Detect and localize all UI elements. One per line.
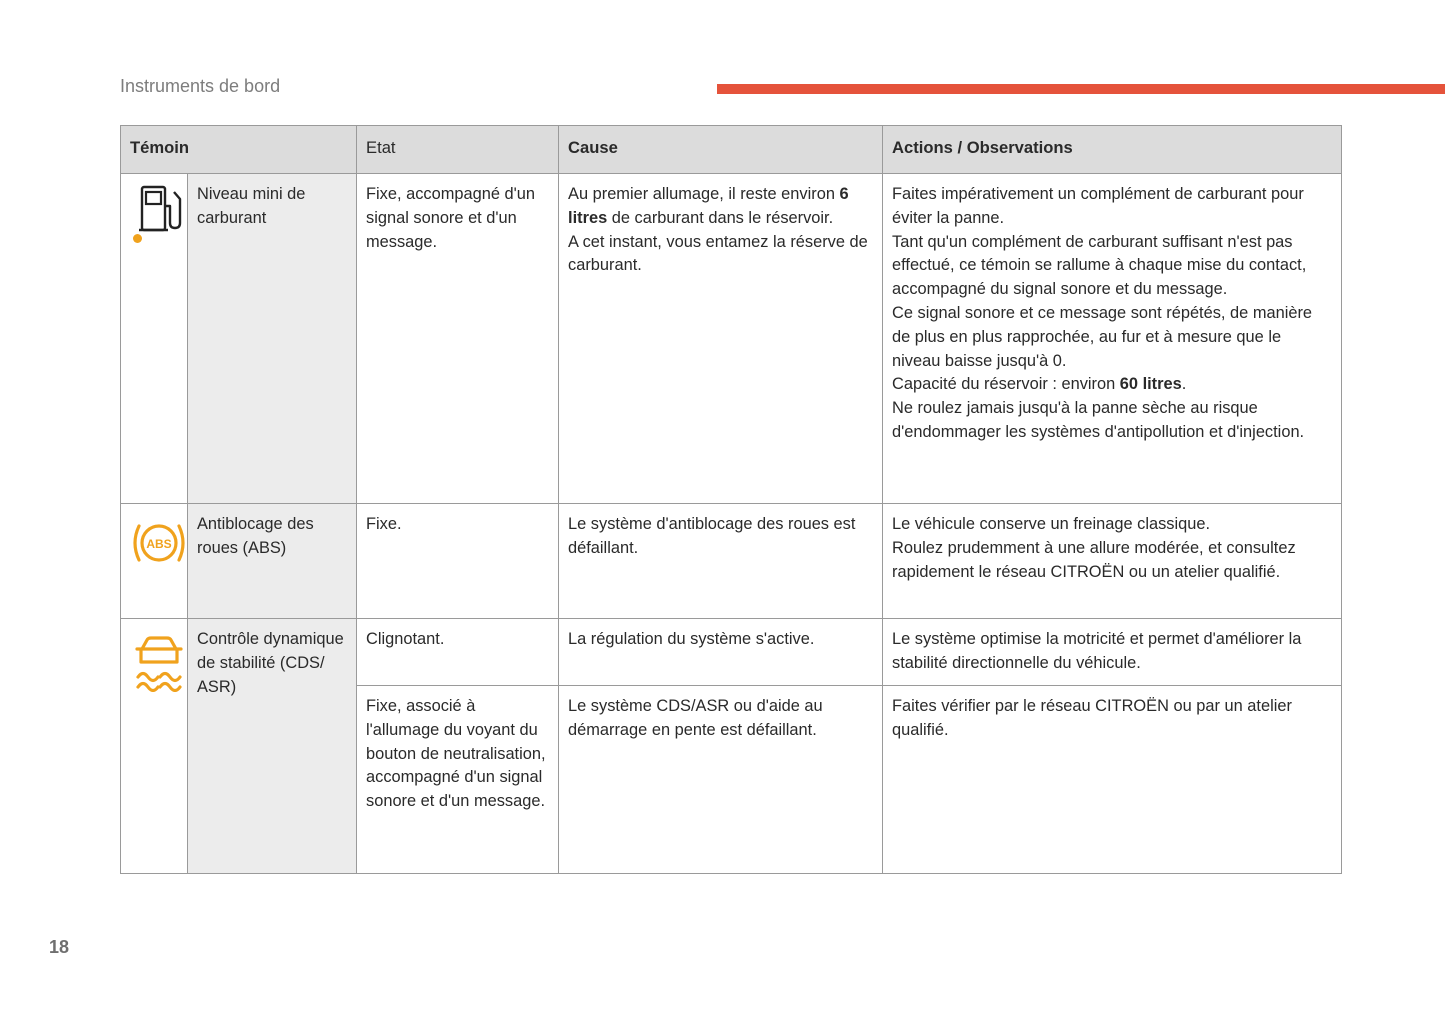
header-temoin: Témoin bbox=[121, 126, 357, 174]
actions-line: Tant qu'un complément de carburant suffisant n'est pas effectué, ce témoin se rallume à chaque mise du contact, accompagné du signal sonore et du message. bbox=[892, 232, 1307, 299]
capacity-highlight: 60 litres bbox=[1119, 375, 1182, 394]
actions-cell: Le système optimise la motricité et permet d'améliorer la stabilité directionnelle du véhicule. bbox=[883, 619, 1342, 686]
cause-cell: La régulation du système s'active. bbox=[559, 619, 883, 686]
page-number: 18 bbox=[49, 937, 70, 957]
header-etat: Etat bbox=[357, 126, 559, 174]
capacity-text: Capacité du réservoir : environ bbox=[892, 375, 1120, 394]
capacity-text: . bbox=[1181, 375, 1187, 394]
actions-cell: Faites vérifier par le réseau CITROËN ou par un atelier qualifié. bbox=[883, 686, 1342, 874]
actions-cell bbox=[883, 174, 1342, 504]
table-row-fuel bbox=[121, 174, 1342, 504]
actions-cell bbox=[883, 504, 1342, 619]
header-actions: Actions / Observations bbox=[883, 126, 1342, 174]
section-title: Instruments de bord bbox=[120, 76, 281, 96]
table-row-cds bbox=[121, 619, 1342, 686]
fuel-pump-icon bbox=[130, 183, 188, 239]
actions-line: Roulez prudemment à une allure modérée, et consultez rapidement le réseau CITROËN ou un atelier qualifié. bbox=[892, 538, 1296, 581]
stability-control-icon bbox=[130, 632, 188, 692]
table-row-abs bbox=[121, 504, 1342, 619]
cause-highlight: 6 litres bbox=[568, 185, 849, 227]
actions-line: Ne roulez jamais jusqu'à la panne sèche au risque d'endommager les systèmes d'antipollution et d'injection. bbox=[892, 399, 1305, 441]
actions-line: Le véhicule conserve un freinage classique. bbox=[892, 515, 1211, 533]
warning-name: Antiblocage des roues (ABS) bbox=[188, 504, 357, 619]
cause-cell: Le système d'antiblocage des roues est défaillant. bbox=[559, 504, 883, 619]
abs-warning-icon bbox=[130, 519, 188, 569]
actions-line: Ce signal sonore et ce message sont répétés, de manière de plus en plus rapprochée, au fur et à mesure que le niveau baisse jusqu'à 0. bbox=[892, 303, 1313, 370]
cause-text: Au premier allumage, il reste environ bbox=[568, 185, 840, 203]
warning-dot bbox=[133, 234, 142, 243]
warning-name: Niveau mini de carburant bbox=[188, 174, 357, 504]
warning-name: Contrôle dynamique de stabilité (CDS/ ASR) bbox=[188, 619, 357, 874]
icon-cell bbox=[121, 619, 188, 874]
abs-icon-label: ABS bbox=[146, 537, 172, 551]
cause-text: de carburant dans le réservoir. bbox=[607, 208, 834, 227]
actions-line: Faites impérativement un complément de carburant pour éviter la panne. bbox=[892, 185, 1304, 227]
etat-cell: Clignotant. bbox=[357, 619, 559, 686]
header-cause: Cause bbox=[559, 126, 883, 174]
table-header-row bbox=[121, 126, 1342, 174]
etat-cell: Fixe. bbox=[357, 504, 559, 619]
accent-bar bbox=[717, 84, 1445, 94]
cause-text: A cet instant, vous entamez la réserve de carburant. bbox=[568, 232, 868, 275]
actions-line bbox=[892, 373, 1332, 397]
icon-cell bbox=[121, 174, 188, 504]
icon-cell bbox=[121, 504, 188, 619]
warning-lights-table bbox=[120, 125, 1342, 874]
etat-cell: Fixe, associé à l'allumage du voyant du bouton de neutralisation, accompagné d'un signal sonore et d'un message. bbox=[357, 686, 559, 874]
cause-cell: Le système CDS/ASR ou d'aide au démarrage en pente est défaillant. bbox=[559, 686, 883, 874]
etat-cell: Fixe, accompagné d'un signal sonore et d'un message. bbox=[357, 174, 559, 504]
cause-cell bbox=[559, 174, 883, 504]
